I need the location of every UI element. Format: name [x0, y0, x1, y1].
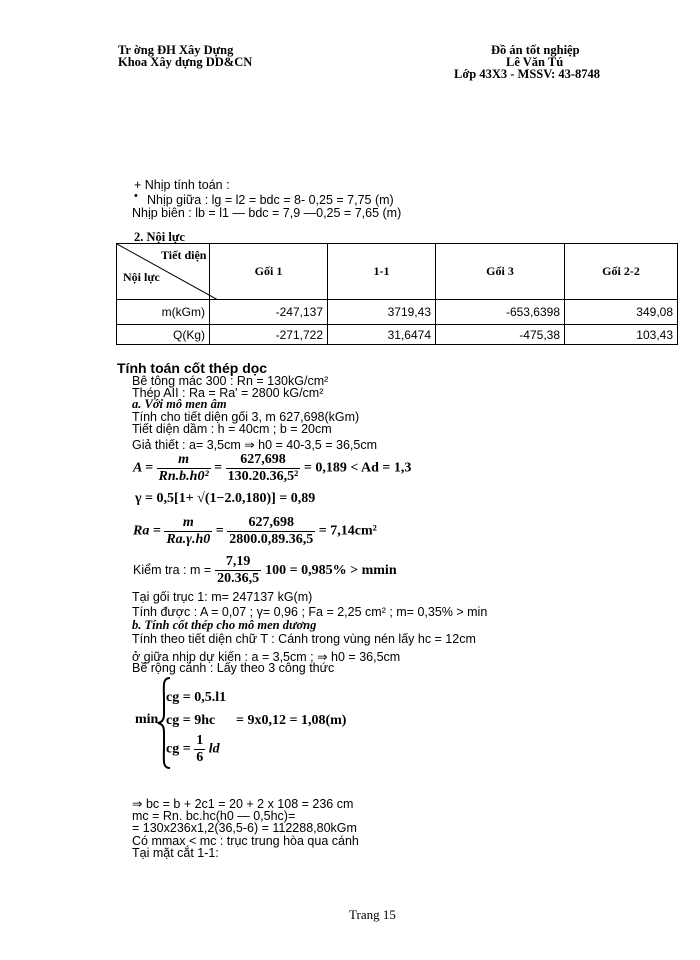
span-heading: + Nhịp tính toán :: [134, 178, 230, 192]
denominator: 20.36,5: [217, 571, 260, 586]
numerator: 627,698: [227, 515, 315, 532]
table-cell: 349,08: [565, 300, 678, 325]
text-line: Tiết diện dầm : h = 40cm ; b = 20cm: [132, 422, 332, 436]
table-row: [117, 300, 678, 325]
header-class: Lớp 43X3 - MSSV: 43-8748: [454, 67, 601, 81]
text-line: ở giữa nhịp dự kiến : a = 3,5cm ; ⇒ h0 = 36,5cm: [132, 650, 401, 664]
check-result: 100 = 0,985% > mmin: [265, 563, 397, 579]
column-header: Gối 3: [436, 244, 565, 300]
table-cell: -653,6398: [436, 300, 565, 325]
width-formula-2-result: = 9x0,12 = 1,08(m): [236, 713, 347, 728]
eq-lhs: cg =: [166, 741, 191, 757]
column-header: Gối 2-2: [565, 244, 678, 300]
fraction: [226, 452, 301, 485]
eq-sign: =: [214, 460, 223, 476]
text-line: Thép AII : Ra = Ra' = 2800 kG/cm²: [132, 386, 324, 400]
width-formula-2: cg = 9hc: [166, 713, 216, 728]
numerator: m: [157, 452, 211, 469]
equation-a: [133, 452, 411, 485]
text-line: Tính được : A = 0,07 ; γ= 0,96 ; Fa = 2,25 cm² ; m= 0,35% > min: [132, 605, 488, 619]
table-row: [117, 325, 678, 345]
numerator: m: [164, 515, 212, 532]
numerator: 1: [196, 733, 204, 748]
text-line: ⇒ bc = b + 2c1 = 20 + 2 x 108 = 236 cm: [132, 797, 354, 811]
min-label: min: [135, 712, 159, 727]
subsection-title: b. Tính cốt thép cho mô men dương: [132, 618, 317, 632]
text-line: Tính theo tiết diện chữ T : Cánh trong vùng nén lấy hc = 12cm: [132, 632, 476, 646]
denominator: 6: [196, 750, 204, 765]
eq-result: = 7,14cm²: [318, 523, 377, 539]
span-mid: Nhịp giữa : lg = l2 = bdc = 8- 0,25 = 7,75 (m): [147, 193, 394, 207]
internal-force-table: [116, 243, 678, 345]
text-line: Tính cho tiết diện gối 3, m 627,698(kGm): [132, 410, 360, 424]
check-equation: [133, 554, 397, 587]
numerator: 627,698: [226, 452, 301, 469]
text-line: Bê tông mác 300 : Rn = 130kG/cm²: [132, 374, 329, 388]
eq-sign: =: [215, 523, 224, 539]
width-formula-3: [166, 733, 220, 766]
denominator: Rn.b.h0²: [158, 469, 209, 484]
denominator: 2800.0,89.36,5: [229, 532, 314, 547]
column-header: 1-1: [328, 244, 436, 300]
table-cell: -475,38: [436, 325, 565, 345]
text-line: mc = Rn. bc.hc(h0 — 0,5hc)=: [132, 809, 296, 823]
eq-tail: ld: [208, 741, 220, 757]
corner-top-label: Tiết diện: [161, 248, 207, 262]
text-line: Bề rộng cánh : Lấy theo 3 công thức: [132, 661, 335, 675]
corner-bottom-label: Nội lực: [123, 270, 160, 284]
page-number: Trang 15: [349, 907, 396, 922]
fraction: [164, 515, 212, 548]
check-label: Kiểm tra : m =: [133, 563, 212, 578]
numerator: 7,19: [215, 554, 261, 571]
eq-lhs: Ra =: [133, 523, 161, 539]
denominator: Ra.γ.h0: [166, 532, 211, 547]
header-faculty: Khoa Xây dựng DD&CN: [118, 55, 253, 69]
fraction: [215, 554, 261, 587]
text-line: Giả thiết : a= 3,5cm ⇒ h0 = 40-3,5 = 36,5cm: [132, 438, 377, 452]
header-project: Đồ án tốt nghiệp: [491, 43, 580, 57]
text-line: Có mmax < mc : trục trung hòa qua cánh: [132, 834, 359, 848]
denominator: 130.20.36,5²: [227, 469, 299, 484]
subsection-title: a. Với mô men âm: [132, 397, 227, 411]
section-title: Tính toán cốt thép dọc: [117, 360, 268, 376]
section-2-title: 2. Nội lực: [134, 230, 185, 244]
table-cell: 31,6474: [328, 325, 436, 345]
row-label: Q(Kg): [117, 325, 210, 345]
text-line: = 130x236x1,2(36,5-6) = 112288,80kGm: [132, 821, 357, 835]
header-school: Tr ờng ĐH Xây Dựng: [118, 43, 234, 57]
fraction: [194, 733, 205, 766]
fraction: [227, 515, 315, 548]
text-line: Tại gối trục 1: m= 247137 kG(m): [132, 590, 313, 604]
fraction: [157, 452, 211, 485]
table-cell: 103,43: [565, 325, 678, 345]
table-cell: -247,137: [210, 300, 328, 325]
eq-result: = 0,189 < Ad = 1,3: [303, 460, 412, 476]
width-formula-1: cg = 0,5.l1: [166, 690, 227, 705]
equation-gamma: γ = 0,5[1+ √(1−2.0,180)] = 0,89: [135, 491, 316, 506]
table-cell: -271,722: [210, 325, 328, 345]
equation-ra: [133, 515, 377, 548]
bullet-icon: •: [134, 190, 138, 202]
column-header: Gối 1: [210, 244, 328, 300]
row-label: m(kGm): [117, 300, 210, 325]
eq-lhs: A =: [133, 460, 154, 476]
text-line: Tại mặt cắt 1-1:: [132, 846, 219, 860]
table-cell: 3719,43: [328, 300, 436, 325]
span-edge: Nhịp biên : lb = l1 — bdc = 7,9 —0,25 = 7,65 (m): [132, 206, 402, 220]
header-author: Lê Văn Tú: [506, 55, 564, 69]
table-corner-cell: [117, 244, 210, 300]
table-header-row: [117, 244, 678, 300]
